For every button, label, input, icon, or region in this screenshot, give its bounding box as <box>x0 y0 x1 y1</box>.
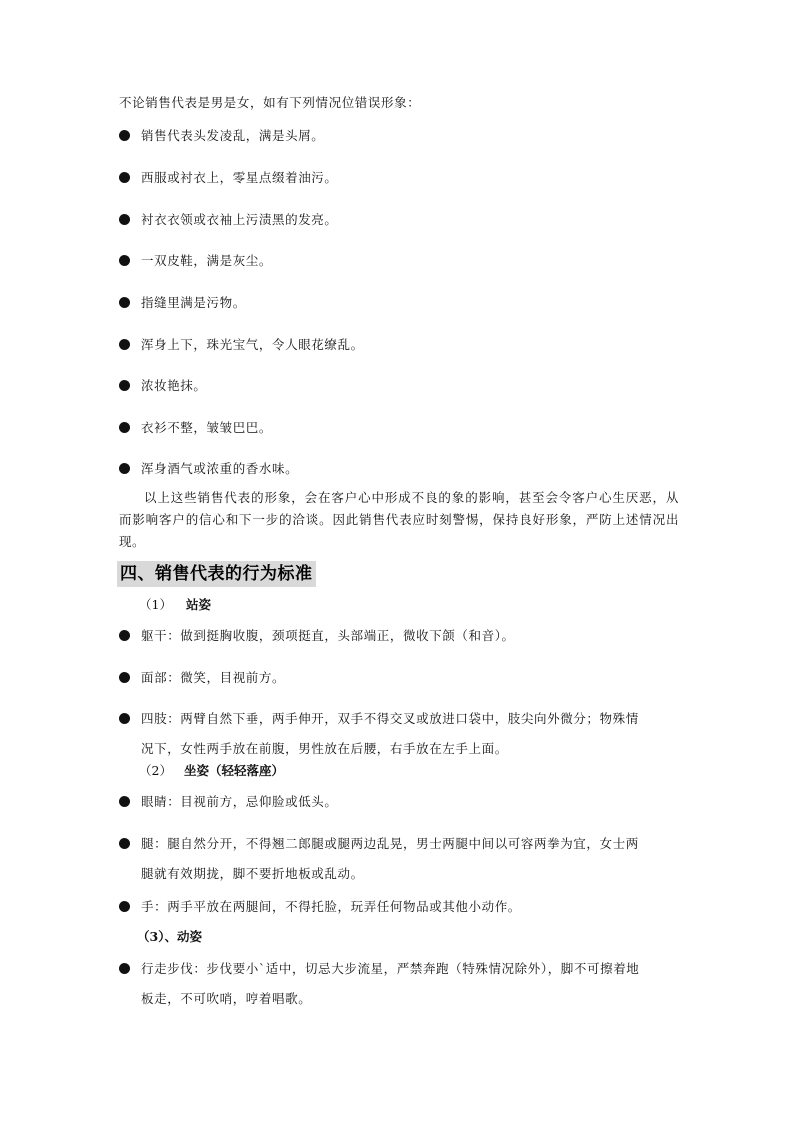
bullet-icon <box>119 838 130 849</box>
list-item-text: 面部：微笑，目视前方。 <box>141 670 286 685</box>
bullet-icon <box>119 713 130 724</box>
list-item <box>119 169 338 187</box>
subsection-title-moving <box>137 929 202 945</box>
list-item-text: 一双皮鞋，满是灰尘。 <box>141 253 273 268</box>
list-item <box>119 460 298 478</box>
list-item-text: 手：两手平放在两腿间，不得托脸，玩弄任何物品或其他小动作。 <box>141 899 521 914</box>
list-item-text: 躯干：做到挺胸收腹，颈项挺直，头部端正，微收下颌（和音）。 <box>141 628 515 643</box>
summary-paragraph: 以上这些销售代表的形象，会在客户心中形成不良的象的影响，甚至会令客户心生厌恶，从而影响客户的信心和下一步的洽谈。因此销售代表应时刻警惕，保持良好形象，严防上述情况出现。 <box>119 490 679 549</box>
list-item-text: 浑身上下，珠光宝气，令人眼花缭乱。 <box>141 337 364 352</box>
list-item <box>119 419 272 437</box>
bullet-icon <box>119 130 130 141</box>
bullet-icon <box>119 172 130 183</box>
bullet-icon <box>119 214 130 225</box>
list-item-text: 西服或衬衣上，零星点缀着油污。 <box>141 170 338 185</box>
subsection-number: （2） <box>139 763 172 778</box>
list-item-text: 眼睛：目视前方，忌仰脸或低头。 <box>141 794 338 809</box>
subsection-title-standing <box>139 597 211 613</box>
bullet-icon <box>119 901 130 912</box>
list-item <box>119 127 324 145</box>
bullet-icon <box>119 380 130 391</box>
list-item-text: 指缝里满是污物。 <box>141 295 246 310</box>
list-item <box>119 960 639 978</box>
list-item <box>119 627 515 645</box>
list-item-text: 行走步伐：步伐要小`适中，切忌大步流星，严禁奔跑（特殊情况除外），脚不可擦着地 <box>141 961 640 976</box>
list-item-continuation: 况下，女性两手放在前腹，男性放在后腰，右手放在左手上面。 <box>141 741 508 756</box>
list-item <box>119 669 285 687</box>
list-item <box>119 211 338 229</box>
list-item-continuation: 板走，不可吹哨，哼着唱歌。 <box>141 991 312 1006</box>
list-item-text: 浓妆艳抹。 <box>141 378 207 393</box>
subsection-number: （1） <box>139 597 172 612</box>
bullet-icon <box>119 297 130 308</box>
list-item <box>119 377 207 395</box>
list-item-continuation: 腿就有效期拢，脚不要折地板或乱动。 <box>141 866 364 881</box>
list-item <box>119 294 246 312</box>
section-heading: 四、销售代表的行为标准 <box>117 561 316 587</box>
bullet-icon <box>119 672 130 683</box>
list-item-text: 衣衫不整，皱皱巴巴。 <box>141 420 273 435</box>
list-item-text: 衬衣衣领或衣袖上污渍黑的发亮。 <box>141 212 338 227</box>
list-item-text: 四肢：两臂自然下垂，两手伸开，双手不得交叉或放进口袋中，肢尖向外微分；物殊情 <box>141 711 639 726</box>
list-item-text: 腿：腿自然分开，不得翘二郎腿或腿两边乱晃，男士两腿中间以可容两拳为宜，女士两 <box>141 836 639 851</box>
subsection-label: 站姿 <box>185 597 211 612</box>
list-item <box>119 793 338 811</box>
list-item-text: 浑身酒气或浓重的香水味。 <box>141 461 299 476</box>
list-item <box>119 336 364 354</box>
list-item <box>119 898 521 916</box>
list-item <box>119 252 272 270</box>
list-item <box>119 710 639 728</box>
list-item-text: 销售代表头发凌乱，满是头屑。 <box>141 128 325 143</box>
subsection-label: 坐姿（轻轻落座） <box>183 763 284 778</box>
bullet-icon <box>119 422 130 433</box>
bullet-icon <box>119 796 130 807</box>
bullet-icon <box>119 463 130 474</box>
bullet-icon <box>119 255 130 266</box>
subsection-label: （3）、动姿 <box>137 929 202 944</box>
bullet-icon <box>119 339 130 350</box>
intro-text: 不论销售代表是男是女，如有下列情况位错误形象： <box>119 95 421 110</box>
list-item <box>119 835 639 853</box>
bullet-icon <box>119 630 130 641</box>
bullet-icon <box>119 963 130 974</box>
subsection-title-sitting <box>139 763 284 779</box>
